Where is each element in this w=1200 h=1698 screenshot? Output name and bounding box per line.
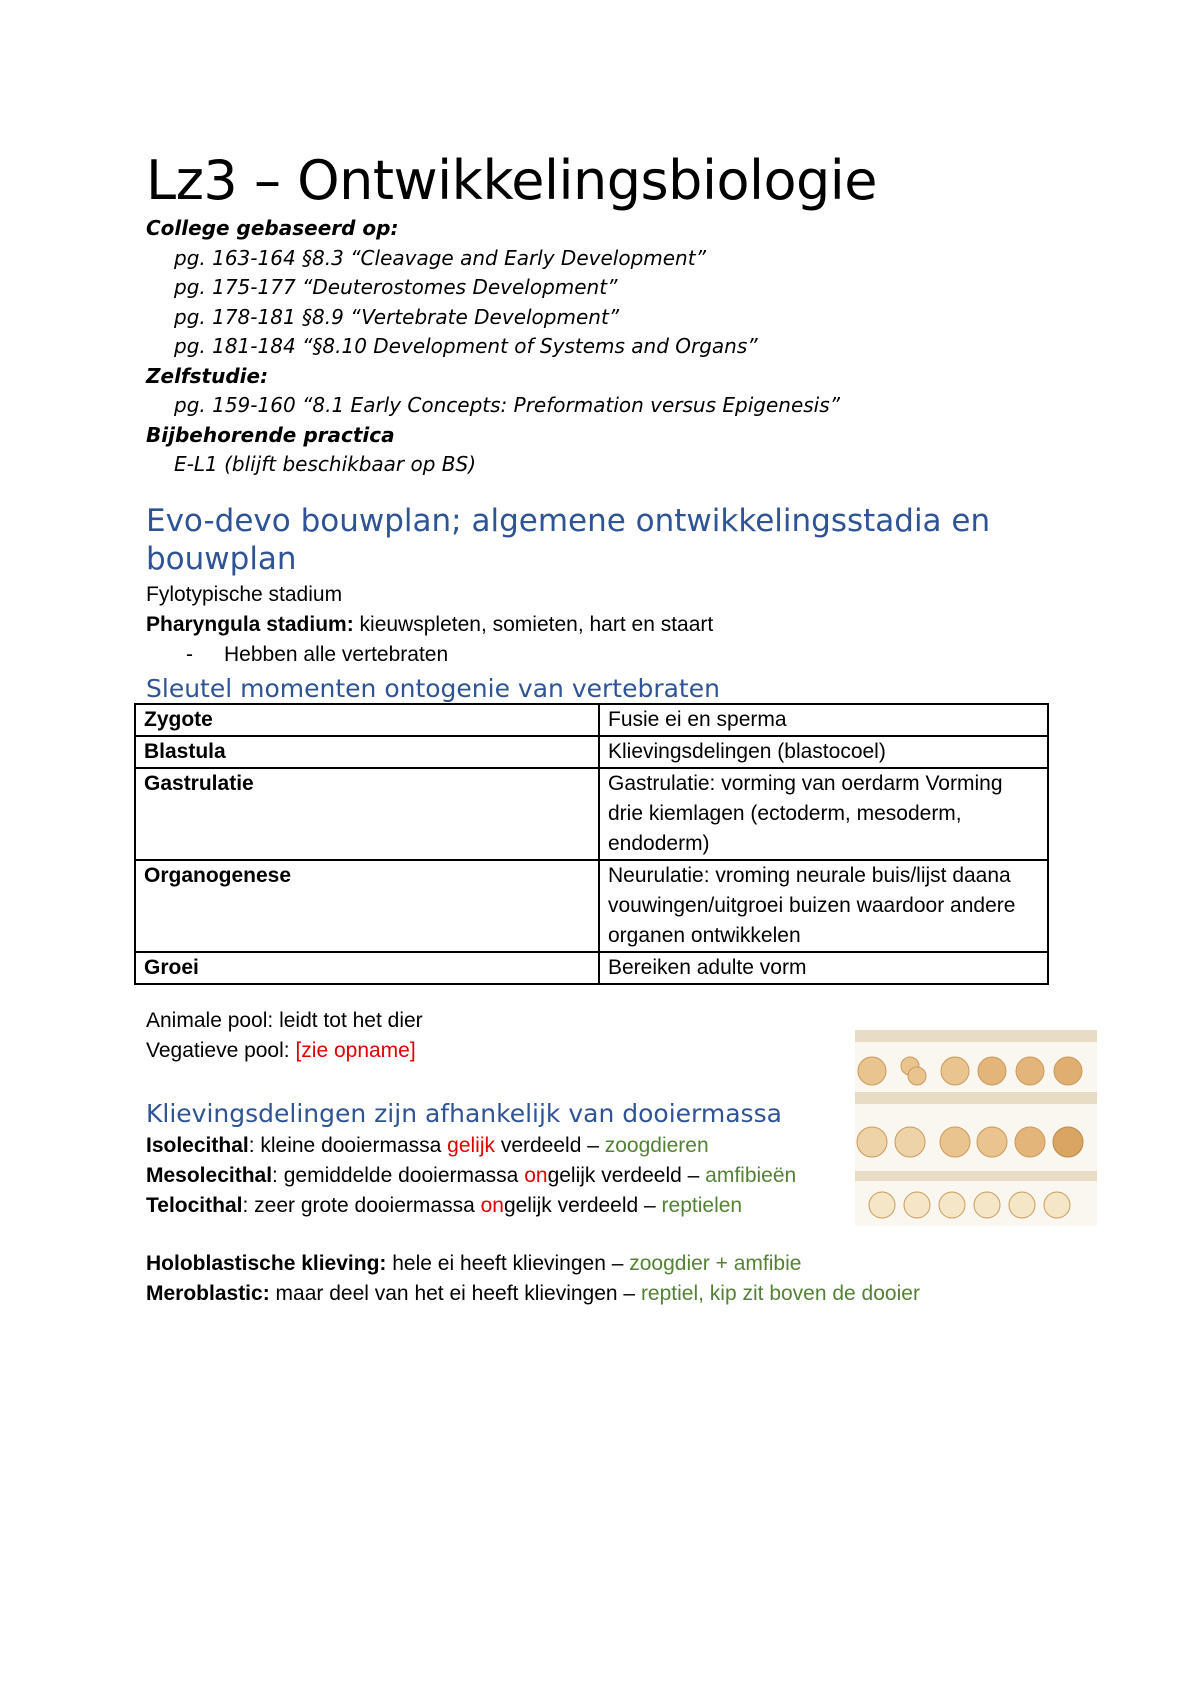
mesolecithal-text: : gemiddelde dooiermassa: [272, 1164, 525, 1187]
table-row: [135, 704, 1048, 736]
lecithal-block: [146, 1131, 796, 1221]
mesolecithal-label: Mesolecithal: [146, 1164, 273, 1187]
fylotypic-line: Fylotypische stadium: [146, 583, 343, 606]
zelfstudie-item: pg. 159-160 “8.1 Early Concepts: Preformation versus Epigenesis”: [174, 393, 841, 417]
desc-cell: Bereiken adulte vorm: [599, 952, 1048, 984]
college-item: pg. 181-184 “§8.10 Development of Systems and Organs”: [174, 334, 758, 358]
embryo-icon: [1009, 1192, 1035, 1218]
telolecithal-line: [146, 1191, 796, 1221]
table-row: [135, 952, 1048, 984]
poles-block: [146, 1006, 423, 1066]
isolecithal-text: verdeeld –: [495, 1134, 605, 1157]
embryo-icon: [941, 1057, 969, 1085]
stages-table: [134, 703, 1049, 985]
fylotypic-block: [146, 580, 713, 670]
vegetal-pole-label: Vegatieve pool:: [146, 1039, 296, 1062]
college-label: College gebaseerd op:: [146, 216, 399, 240]
group-label: amfibieën: [705, 1164, 797, 1187]
cleavage-patterns-image: [855, 1030, 1097, 1226]
telolecithal-label: Telocithal: [146, 1194, 243, 1217]
highlight-word: on: [480, 1194, 504, 1217]
embryo-icon: [904, 1192, 930, 1218]
stage-cell: Blastula: [135, 736, 599, 768]
pharyngula-line: [146, 610, 713, 640]
table-row: [135, 768, 1048, 860]
desc-cell: Klievingsdelingen (blastocoel): [599, 736, 1048, 768]
vegetal-pole-note: [zie opname]: [295, 1039, 416, 1062]
highlight-word: gelijk: [447, 1134, 495, 1157]
meroblastic-text: maar deel van het ei heeft klievingen –: [269, 1282, 641, 1305]
holoblastic-label: Holoblastische klieving:: [146, 1252, 387, 1275]
animal-pole-line: Animale pool: leidt tot het dier: [146, 1009, 423, 1032]
embryo-icon: [1015, 1127, 1045, 1157]
page-title: Lz3 – Ontwikkelingsbiologie: [146, 149, 878, 212]
stage-cell: Groei: [135, 952, 599, 984]
embryo-icon: [977, 1127, 1007, 1157]
cleavage-diagram: [855, 1030, 1097, 1226]
section-heading-evo-devo: Evo-devo bouwplan; algemene ontwikkelingsstadia en bouwplan: [146, 503, 991, 577]
isolecithal-line: [146, 1131, 796, 1161]
pharyngula-text: kieuwspleten, somieten, hart en staart: [353, 613, 714, 636]
telolecithal-text: : zeer grote dooiermassa: [242, 1194, 481, 1217]
table-row: [135, 736, 1048, 768]
zelfstudie-label: Zelfstudie:: [146, 363, 269, 388]
embryo-icon: [857, 1127, 887, 1157]
figure-header-band: [855, 1092, 1097, 1104]
embryo-icon: [1044, 1192, 1070, 1218]
meroblastic-label: Meroblastic:: [146, 1282, 270, 1305]
bullet-dash: -: [186, 643, 193, 666]
embryo-icon: [974, 1192, 1000, 1218]
section-heading-sleutel: Sleutel momenten ontogenie van vertebraten: [146, 674, 720, 703]
desc-cell: Neurulatie: vroming neurale buis/lijst daana vouwingen/uitgroei buizen waardoor andere organen ontwikkelen: [599, 860, 1048, 952]
embryo-icon: [1053, 1127, 1083, 1157]
group-label: reptielen: [661, 1194, 743, 1217]
reading-list: [146, 214, 840, 480]
group-label: reptiel, kip zit boven de dooier: [640, 1282, 920, 1305]
highlight-word: on: [524, 1164, 548, 1187]
vegetal-pole-line: [146, 1036, 423, 1066]
embryo-icon: [858, 1057, 886, 1085]
embryo-icon: [869, 1192, 895, 1218]
figure-header-band: [855, 1030, 1097, 1042]
meroblastic-line: [146, 1279, 920, 1309]
stage-cell: Gastrulatie: [135, 768, 599, 860]
stage-cell: Organogenese: [135, 860, 599, 952]
desc-cell: Gastrulatie: vorming van oerdarm Vorming drie kiemlagen (ectoderm, mesoderm, endoderm): [599, 768, 1048, 860]
telolecithal-text: gelijk verdeeld –: [503, 1194, 662, 1217]
embryo-icon: [939, 1192, 965, 1218]
college-item: pg. 163-164 §8.3 “Cleavage and Early Development”: [174, 245, 706, 270]
embryo-icon: [1016, 1057, 1044, 1085]
holoblastic-text: hele ei heeft klievingen –: [386, 1252, 630, 1275]
stage-cell: Zygote: [135, 704, 599, 736]
isolecithal-text: : kleine dooiermassa: [248, 1134, 448, 1157]
isolecithal-label: Isolecithal: [146, 1134, 249, 1157]
college-item: pg. 178-181 §8.9 “Vertebrate Development”: [174, 304, 620, 329]
embryo-icon: [978, 1057, 1006, 1085]
holoblastic-line: [146, 1249, 920, 1279]
embryo-icon: [908, 1067, 926, 1085]
practica-item: E-L1 (blijft beschikbaar op BS): [174, 452, 477, 476]
figure-header-band: [855, 1171, 1097, 1181]
embryo-icon: [1054, 1057, 1082, 1085]
pharyngula-label: Pharyngula stadium:: [146, 613, 354, 636]
college-item: pg. 175-177 “Deuterostomes Development”: [174, 275, 618, 299]
desc-cell: Fusie ei en sperma: [599, 704, 1048, 736]
mesolecithal-line: [146, 1161, 796, 1191]
bullet-text: Hebben alle vertebraten: [224, 643, 449, 666]
group-label: zoogdier + amfibie: [629, 1252, 802, 1275]
mesolecithal-text: gelijk verdeeld –: [547, 1164, 706, 1187]
embryo-icon: [895, 1127, 925, 1157]
section-heading-klieving: Klievingsdelingen zijn afhankelijk van dooiermassa: [146, 1099, 782, 1128]
practica-label: Bijbehorende practica: [146, 422, 395, 447]
blastic-block: [146, 1249, 920, 1309]
group-label: zoogdieren: [604, 1134, 709, 1157]
table-row: [135, 860, 1048, 952]
embryo-icon: [940, 1127, 970, 1157]
bullet-item: [146, 640, 713, 670]
